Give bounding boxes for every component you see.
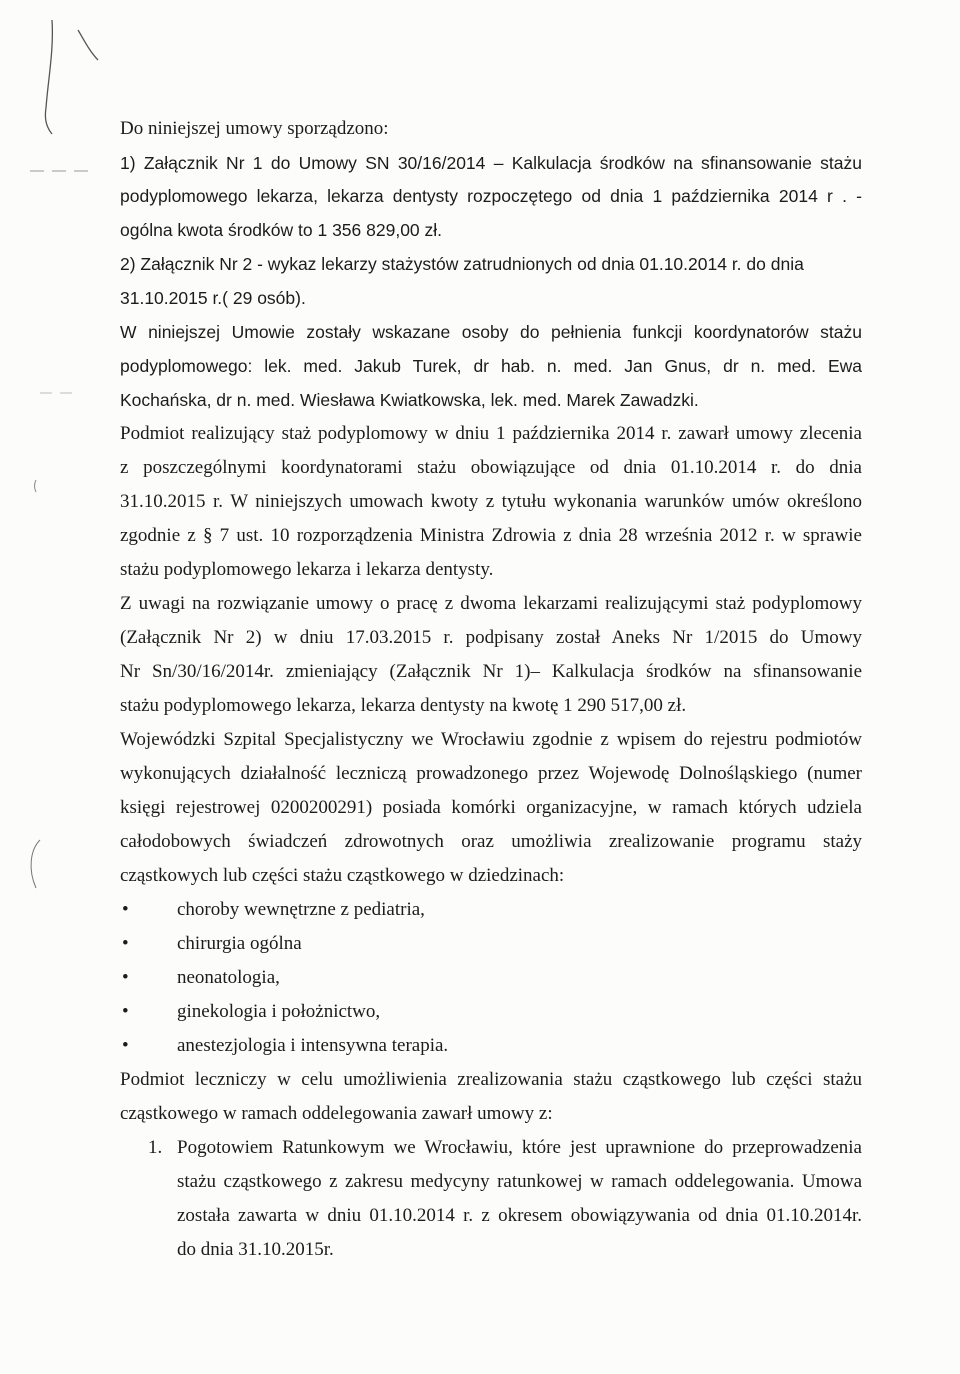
specialty-list-item: neonatologia, bbox=[177, 967, 280, 988]
body-line: stażu podyplomowego lekarza i lekarza dentysty. bbox=[120, 559, 494, 580]
body-line: Nr Sn/30/16/2014r. zmieniający (Załącznik Nr 1)– Kalkulacja środków na sfinansowanie bbox=[120, 661, 862, 682]
bullet-marker: • bbox=[122, 899, 129, 920]
numbered-item-line: Pogotowiem Ratunkowym we Wrocławiu, które jest uprawnione do przeprowadzenia bbox=[177, 1137, 862, 1158]
scan-mark-top-left bbox=[45, 20, 98, 134]
attachment-2-line: 31.10.2015 r.( 29 osób). bbox=[120, 288, 306, 308]
attachment-2-line: 2) Załącznik Nr 2 - wykaz lekarzy stażystów zatrudnionych od dnia 01.10.2014 r. do dnia bbox=[120, 254, 804, 274]
body-line: wykonujących działalność leczniczą prowadzonego przez Wojewodę Dolnośląskiego (numer bbox=[120, 763, 862, 784]
attachment-1-line: podyplomowego lekarza, lekarza dentysty rozpoczętego od dnia 1 października 2014 r . - bbox=[120, 186, 862, 206]
bullet-marker: • bbox=[122, 1001, 129, 1022]
body-line: całodobowych świadczeń zdrowotnych oraz umożliwia zrealizowanie programu staży bbox=[120, 831, 862, 852]
body-line: podyplomowego: lek. med. Jakub Turek, dr hab. n. med. Jan Gnus, dr n. med. Ewa bbox=[120, 356, 862, 376]
body-line: z poszczególnymi koordynatorami stażu obowiązujące od dnia 01.10.2014 r. do dnia bbox=[120, 457, 862, 478]
numbered-item-line: stażu cząstkowego z zakresu medycyny ratunkowej w ramach oddelegowania. Umowa bbox=[177, 1171, 862, 1192]
after-list-line: Podmiot leczniczy w celu umożliwienia zrealizowania stażu cząstkowego lub części stażu bbox=[120, 1069, 862, 1090]
body-line: Podmiot realizujący staż podyplomowy w dniu 1 października 2014 r. zawarł umowy zlecenia bbox=[120, 423, 862, 444]
intro-line: Do niniejszej umowy sporządzono: bbox=[120, 118, 389, 139]
specialty-list-item: chirurgia ogólna bbox=[177, 933, 302, 954]
numbered-item-line: została zawarta w dniu 01.10.2014 r. z okresem obowiązywania od dnia 01.10.2014r. bbox=[177, 1205, 862, 1226]
numbered-item-line: do dnia 31.10.2015r. bbox=[177, 1239, 334, 1260]
bullet-marker: • bbox=[122, 933, 129, 954]
body-line: W niniejszej Umowie zostały wskazane osoby do pełnienia funkcji koordynatorów stażu bbox=[120, 322, 862, 342]
punch-hole-shadow-1 bbox=[31, 840, 40, 888]
specialty-list-item: ginekologia i położnictwo, bbox=[177, 1001, 381, 1022]
after-list-line: cząstkowego w ramach oddelegowania zawarł umowy z: bbox=[120, 1103, 553, 1124]
body-line: Z uwagi na rozwiązanie umowy o pracę z dwoma lekarzami realizującymi staż podyplomowy bbox=[120, 593, 862, 614]
body-line: Wojewódzki Szpital Specjalistyczny we Wrocławiu zgodnie z wpisem do rejestru podmiotów bbox=[120, 729, 862, 750]
numbered-item-number: 1. bbox=[148, 1137, 163, 1158]
attachment-1-line: 1) Załącznik Nr 1 do Umowy SN 30/16/2014 – Kalkulacja środków na sfinansowanie stażu bbox=[120, 153, 862, 173]
body-line: stażu podyplomowego lekarza, lekarza dentysty na kwotę 1 290 517,00 zł. bbox=[120, 695, 687, 716]
bullet-marker: • bbox=[122, 1035, 129, 1056]
attachment-1-line: ogólna kwota środków to 1 356 829,00 zł. bbox=[120, 220, 443, 240]
body-line: księgi rejestrowej 0200200291) posiada komórki organizacyjne, w ramach których udziela bbox=[120, 797, 862, 818]
body-line: Kochańska, dr n. med. Wiesława Kwiatkowska, lek. med. Marek Zawadzki. bbox=[120, 390, 699, 410]
punch-hole-shadow-2 bbox=[35, 480, 37, 492]
body-line: zgodnie z § 7 ust. 10 rozporządzenia Ministra Zdrowia z dnia 28 września 2012 r. w sprawie bbox=[120, 525, 862, 546]
specialty-list-item: anestezjologia i intensywna terapia. bbox=[177, 1035, 449, 1056]
body-line: cząstkowych lub części stażu cząstkowego w dziedzinach: bbox=[120, 865, 565, 886]
body-line: 31.10.2015 r. W niniejszych umowach kwoty z tytułu wykonania warunków umów określono bbox=[120, 491, 862, 512]
body-line: (Załącznik Nr 2) w dniu 17.03.2015 r. podpisany został Aneks Nr 1/2015 do Umowy bbox=[120, 627, 862, 648]
bullet-marker: • bbox=[122, 967, 129, 988]
specialty-list-item: choroby wewnętrzne z pediatria, bbox=[177, 899, 425, 920]
